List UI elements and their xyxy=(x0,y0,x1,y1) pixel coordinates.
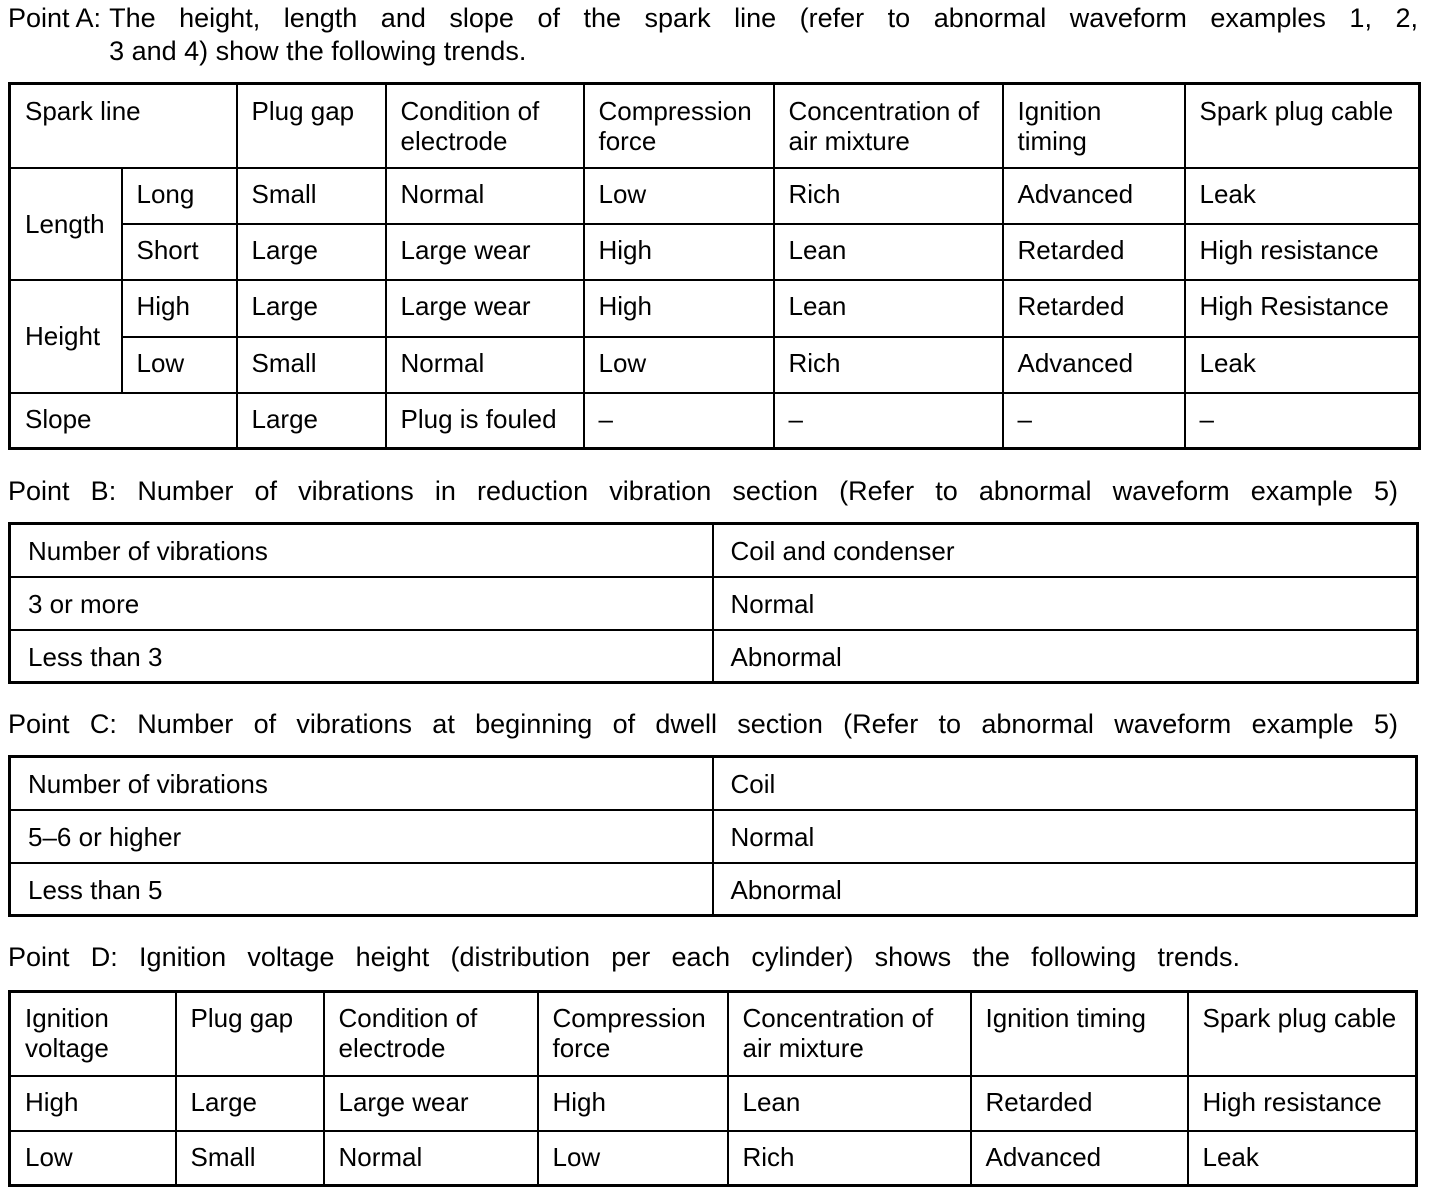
point-d-paragraph xyxy=(8,941,1240,974)
sub-label: Long xyxy=(122,168,237,224)
table-cell: Lean xyxy=(774,224,1003,280)
table-row xyxy=(10,337,1420,393)
table-row xyxy=(10,1131,1417,1186)
header-cell: Ignition voltage xyxy=(10,992,176,1076)
table-cell: High Resistance xyxy=(1185,280,1420,337)
table-cell: Large xyxy=(237,393,386,449)
table-cell: Large wear xyxy=(324,1076,538,1131)
table-cell: High resistance xyxy=(1188,1076,1417,1131)
point-b-paragraph xyxy=(8,475,1398,508)
sub-label: Short xyxy=(122,224,237,280)
table-cell: High xyxy=(584,224,774,280)
point-a-text-line1: The height, length and slope of the spark line (refer to abnormal waveform examples 1, 2, xyxy=(109,3,1418,33)
point-a-text-line2: 3 and 4) show the following trends. xyxy=(109,36,527,66)
point-a-label: Point A: xyxy=(8,3,102,33)
header-cell: Number of vibrations xyxy=(10,757,713,810)
table-cell: Large wear xyxy=(386,280,584,337)
table-cell: Advanced xyxy=(1003,168,1185,224)
table-cell: High xyxy=(10,1076,176,1131)
header-cell: Spark plug cable xyxy=(1185,84,1420,168)
header-cell: Plug gap xyxy=(176,992,324,1076)
table-row xyxy=(10,630,1418,683)
table-header-row xyxy=(10,84,1420,168)
header-cell: Ignition timing xyxy=(971,992,1188,1076)
header-cell: Spark line xyxy=(10,84,237,168)
table-cell: Small xyxy=(237,337,386,393)
table-row xyxy=(10,810,1417,863)
table-cell: Low xyxy=(584,168,774,224)
point-d-text: Ignition voltage height (distribution per each cylinder) shows the following trends. xyxy=(139,942,1240,972)
table-cell: 3 or more xyxy=(10,577,713,630)
table-cell: Abnormal xyxy=(713,630,1418,683)
table-cell: Less than 5 xyxy=(10,863,713,916)
table-cell: Abnormal xyxy=(713,863,1417,916)
table-cell: Retarded xyxy=(1003,280,1185,337)
table-cell: High resistance xyxy=(1185,224,1420,280)
point-c-label: Point C: xyxy=(8,709,117,739)
table-cell: Leak xyxy=(1185,168,1420,224)
table-cell: Less than 3 xyxy=(10,630,713,683)
point-a-paragraph xyxy=(8,2,1418,68)
header-cell: Concentration of air mixture xyxy=(774,84,1003,168)
table-row xyxy=(10,168,1420,224)
point-a-table xyxy=(8,82,1421,450)
table-cell: Low xyxy=(584,337,774,393)
table-cell: Large wear xyxy=(386,224,584,280)
header-cell: Condition of electrode xyxy=(386,84,584,168)
header-cell: Number of vibrations xyxy=(10,524,713,577)
table-cell: Leak xyxy=(1185,337,1420,393)
table-cell: High xyxy=(538,1076,728,1131)
group-label-length: Length xyxy=(10,168,122,280)
table-row xyxy=(10,393,1420,449)
table-cell: Retarded xyxy=(1003,224,1185,280)
table-row xyxy=(10,280,1420,337)
point-c-table xyxy=(8,755,1418,917)
table-cell: Large xyxy=(176,1076,324,1131)
table-cell: Lean xyxy=(728,1076,971,1131)
table-cell: Normal xyxy=(386,337,584,393)
point-c-text: Number of vibrations at beginning of dwell section (Refer to abnormal waveform example 5) xyxy=(137,709,1398,739)
table-header-row xyxy=(10,992,1417,1076)
table-cell: Plug is fouled xyxy=(386,393,584,449)
table-cell: 5–6 or higher xyxy=(10,810,713,863)
table-cell: Normal xyxy=(386,168,584,224)
table-cell: Rich xyxy=(728,1131,971,1186)
point-b-label: Point B: xyxy=(8,476,117,506)
point-d-label: Point D: xyxy=(8,942,118,972)
table-cell: Small xyxy=(237,168,386,224)
point-b-text: Number of vibrations in reduction vibration section (Refer to abnormal waveform example 5) xyxy=(137,476,1398,506)
table-cell: Lean xyxy=(774,280,1003,337)
header-cell: Compression force xyxy=(584,84,774,168)
header-cell: Spark plug cable xyxy=(1188,992,1417,1076)
table-cell: Large xyxy=(237,224,386,280)
table-cell: Low xyxy=(538,1131,728,1186)
header-cell: Coil and condenser xyxy=(713,524,1418,577)
table-cell: Leak xyxy=(1188,1131,1417,1186)
table-cell: Advanced xyxy=(1003,337,1185,393)
point-b-table xyxy=(8,522,1419,684)
table-row xyxy=(10,863,1417,916)
header-cell: Ignition timing xyxy=(1003,84,1185,168)
header-cell: Compression force xyxy=(538,992,728,1076)
sub-label: High xyxy=(122,280,237,337)
header-cell: Concentration of air mixture xyxy=(728,992,971,1076)
table-cell: Normal xyxy=(713,810,1417,863)
table-row xyxy=(10,224,1420,280)
table-cell: – xyxy=(1003,393,1185,449)
group-label-slope: Slope xyxy=(10,393,237,449)
group-label-height: Height xyxy=(10,280,122,393)
table-cell: Retarded xyxy=(971,1076,1188,1131)
sub-label: Low xyxy=(122,337,237,393)
header-cell: Condition of electrode xyxy=(324,992,538,1076)
header-cell: Coil xyxy=(713,757,1417,810)
table-cell: Low xyxy=(10,1131,176,1186)
table-row xyxy=(10,577,1418,630)
table-header-row xyxy=(10,757,1417,810)
table-cell: Normal xyxy=(324,1131,538,1186)
header-cell: Plug gap xyxy=(237,84,386,168)
table-cell: Large xyxy=(237,280,386,337)
table-cell: Rich xyxy=(774,337,1003,393)
table-cell: Advanced xyxy=(971,1131,1188,1186)
table-header-row xyxy=(10,524,1418,577)
point-c-paragraph xyxy=(8,708,1398,741)
table-cell: – xyxy=(584,393,774,449)
table-cell: Small xyxy=(176,1131,324,1186)
point-d-table xyxy=(8,990,1418,1187)
table-cell: – xyxy=(774,393,1003,449)
table-row xyxy=(10,1076,1417,1131)
table-cell: Normal xyxy=(713,577,1418,630)
table-cell: – xyxy=(1185,393,1420,449)
table-cell: High xyxy=(584,280,774,337)
table-cell: Rich xyxy=(774,168,1003,224)
